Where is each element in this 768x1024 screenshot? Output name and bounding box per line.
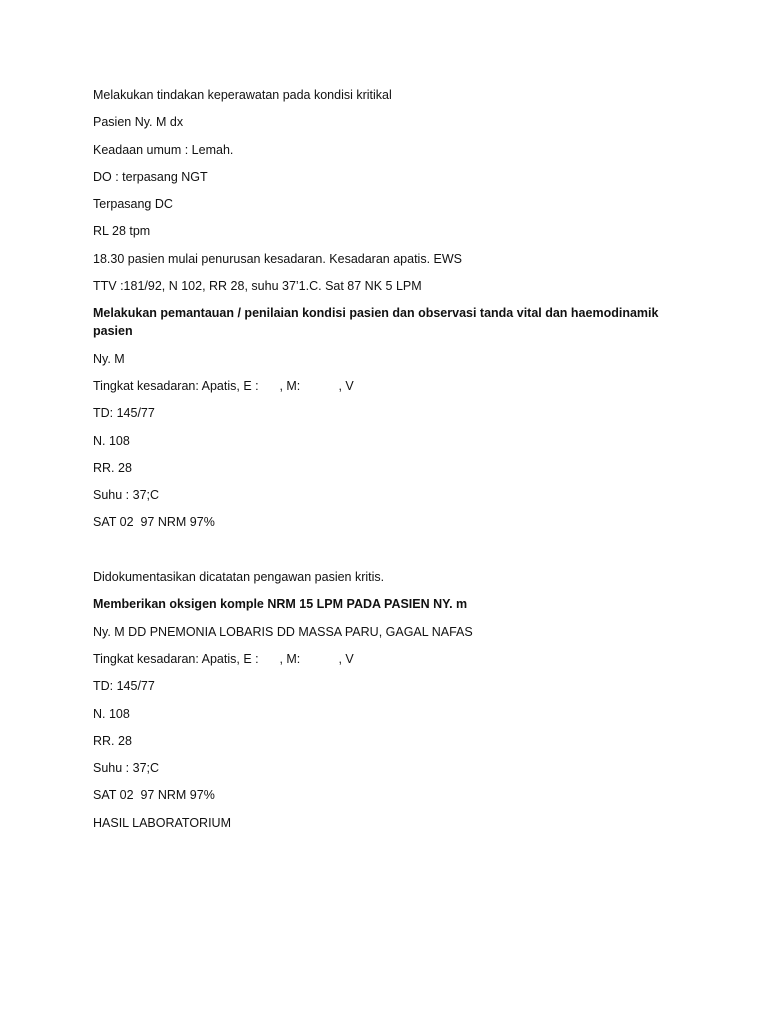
paragraph-consciousness-drop: 18.30 pasien mulai penurusan kesadaran. Kesadaran apatis. EWS bbox=[93, 251, 462, 266]
paragraph-patient-name: Ny. M bbox=[93, 351, 125, 366]
paragraph-patient: Pasien Ny. M dx bbox=[93, 115, 184, 130]
paragraph-ttv: TTV :181/92, N 102, RR 28, suhu 37’1.C. Sat 87 NK 5 LPM bbox=[93, 279, 422, 294]
paragraph-consciousness-level: Tingkat kesadaran: Apatis, E : , M: , V bbox=[93, 378, 354, 393]
paragraph-saturation: SAT 02 97 NRM 97% bbox=[93, 515, 215, 530]
paragraph-blood-pressure: TD: 145/77 bbox=[93, 406, 155, 421]
paragraph-pulse: N. 108 bbox=[93, 433, 130, 448]
paragraph-temperature: Suhu : 37;C bbox=[93, 488, 160, 503]
paragraph-diagnosis: Ny. M DD PNEMONIA LOBARIS DD MASSA PARU, GAGAL NAFAS bbox=[93, 624, 473, 639]
paragraph-pulse-2: N. 108 bbox=[93, 706, 130, 721]
paragraph-heading-action: Melakukan tindakan keperawatan pada kondisi kritikal bbox=[93, 88, 392, 102]
document-page bbox=[93, 86, 693, 841]
blank-line bbox=[93, 541, 693, 559]
paragraph-blood-pressure-2: TD: 145/77 bbox=[93, 679, 155, 694]
paragraph-temperature-2: Suhu : 37;C bbox=[93, 761, 160, 776]
paragraph-ngt: DO : terpasang NGT bbox=[93, 169, 208, 184]
paragraph-monitoring-heading: Melakukan pemantauan / penilaian kondisi pasien dan observasi tanda vital dan haemodinamik pasien bbox=[93, 306, 662, 339]
paragraph-consciousness-level-2: Tingkat kesadaran: Apatis, E : , M: , V bbox=[93, 651, 354, 666]
paragraph-respiration-2: RR. 28 bbox=[93, 733, 132, 748]
paragraph-documented: Didokumentasikan dicatatan pengawan pasien kritis. bbox=[93, 570, 385, 585]
paragraph-respiration: RR. 28 bbox=[93, 460, 132, 475]
paragraph-saturation-2: SAT 02 97 NRM 97% bbox=[93, 788, 215, 803]
paragraph-lab-results: HASIL LABORATORIUM bbox=[93, 815, 231, 830]
paragraph-dc: Terpasang DC bbox=[93, 197, 173, 212]
paragraph-rl: RL 28 tpm bbox=[93, 224, 151, 239]
paragraph-general-condition: Keadaan umum : Lemah. bbox=[93, 142, 234, 157]
paragraph-oxygen-heading: Memberikan oksigen komple NRM 15 LPM PADA PASIEN NY. m bbox=[93, 597, 468, 612]
